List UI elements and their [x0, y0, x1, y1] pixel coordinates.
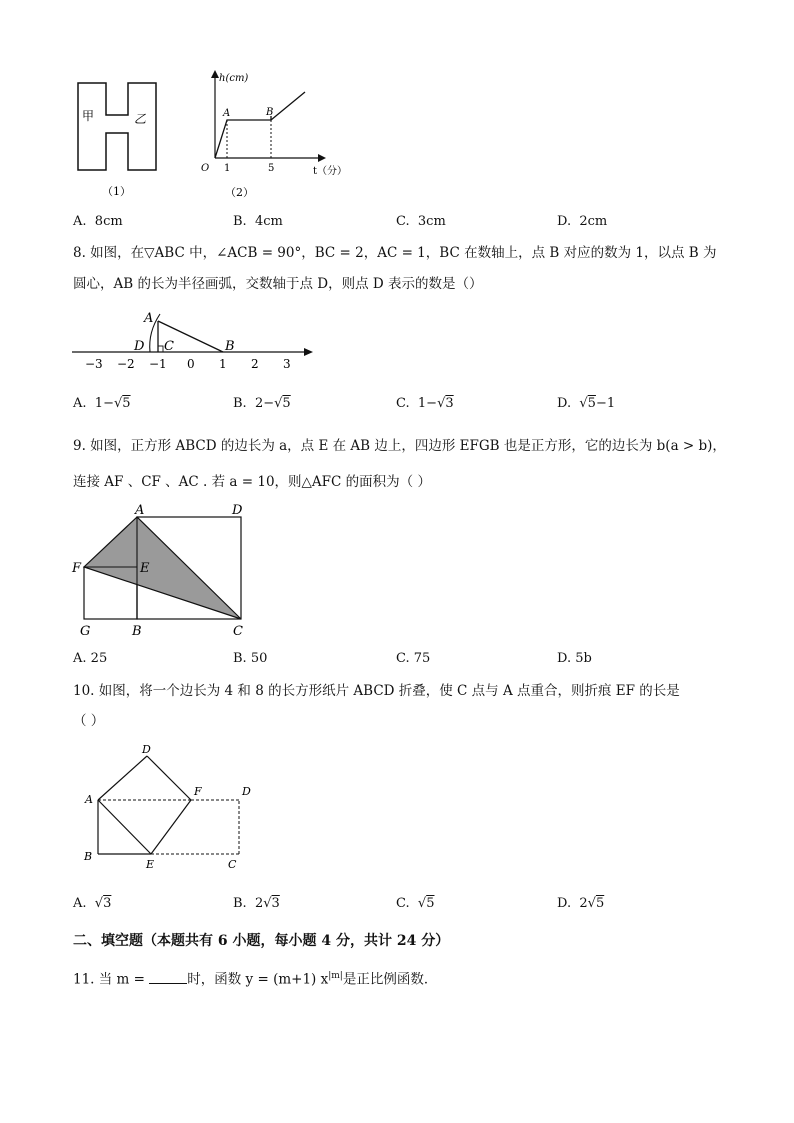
- radical-icon: √: [274, 396, 283, 411]
- q7-tick-1: 1: [224, 163, 231, 174]
- q11-before: 11. 当 m =: [73, 971, 145, 988]
- q8-tick-neg1: −1: [149, 357, 167, 371]
- q9-label-a: A: [135, 503, 145, 518]
- q10-label-f: F: [194, 785, 202, 798]
- q10-label-b: B: [84, 850, 93, 863]
- q10-label-c: C: [228, 858, 237, 871]
- q8-label-b: B: [225, 339, 235, 354]
- q10-stem-line-2: （ ）: [73, 713, 105, 729]
- radical-icon: √: [579, 396, 588, 411]
- q10-label-e: E: [146, 858, 155, 871]
- q8-tick-neg3: −3: [85, 357, 103, 371]
- q11-stem: [73, 967, 437, 989]
- q7-point-b: B: [266, 107, 274, 118]
- q9-label-d: D: [232, 503, 243, 518]
- q8-tick-2: 2: [251, 357, 259, 371]
- q8-option-c[interactable]: C. 1−√3: [396, 396, 454, 411]
- q9-label-e: E: [140, 561, 150, 576]
- radical-icon: √: [437, 396, 446, 411]
- q11-exponent: |m|: [328, 971, 343, 981]
- q11-middle: 时，函数 y = (m+1) x: [187, 971, 329, 988]
- q7-x-axis-label: t（分）: [313, 166, 348, 177]
- q10-fold-figure: [80, 742, 270, 877]
- q10-label-a: A: [85, 793, 93, 806]
- q7-point-a: A: [223, 108, 231, 119]
- q8-tick-3: 3: [283, 357, 291, 371]
- q8-stem-line-1: 8. 如图，在▽ABC 中，∠ACB = 90°，BC = 2，AC = 1，BC 在数轴上，点 B 对应的数为 1，以点 B 为: [73, 245, 717, 261]
- q9-label-g: G: [80, 624, 91, 639]
- q7-label-jia: 甲: [82, 109, 95, 123]
- q10-stem-line-1: 10. 如图，将一个边长为 4 和 8 的长方形纸片 ABCD 折叠，使 C 点与 A 点重合，则折痕 EF 的长是: [73, 683, 680, 699]
- q9-stem-line-2: 连接 AF 、CF 、AC . 若 a = 10，则△AFC 的面积为（ ）: [73, 474, 431, 490]
- radical-icon: √: [587, 896, 596, 911]
- radical-icon: √: [417, 896, 427, 911]
- q11-after: 是正比例函数．: [342, 971, 438, 988]
- q7-y-axis-label: h(cm): [219, 73, 249, 84]
- q9-option-a[interactable]: A. 25: [73, 651, 108, 666]
- q7-option-a[interactable]: A. 8cm: [73, 214, 123, 229]
- q8-tick-neg2: −2: [117, 357, 135, 371]
- q8-tick-1: 1: [219, 357, 227, 371]
- q7-caption-2: （2）: [225, 186, 254, 199]
- q9-square-figure: [70, 500, 260, 642]
- q11-answer-blank[interactable]: [149, 971, 187, 984]
- radical-icon: √: [263, 896, 272, 911]
- q8-label-c: C: [164, 339, 174, 354]
- q10-option-d[interactable]: D. 2√5: [557, 896, 605, 911]
- q7-origin: O: [201, 163, 210, 174]
- radical-icon: √: [94, 896, 104, 911]
- q9-option-d[interactable]: D. 5b: [557, 651, 592, 666]
- q8-label-a: A: [144, 311, 154, 326]
- q8-stem-line-2: 圆心，AB 的长为半径画弧，交数轴于点 D，则点 D 表示的数是（）: [73, 276, 483, 292]
- q8-option-b[interactable]: B. 2−√5: [233, 396, 291, 411]
- section-2-title: 二、填空题（本题共有 6 小题，每小题 4 分，共计 24 分）: [73, 933, 450, 949]
- radical-icon: √: [113, 396, 123, 411]
- q10-option-a[interactable]: A. √3: [73, 896, 112, 911]
- q7-caption-1: （1）: [102, 185, 131, 198]
- q7-figure-2: [195, 68, 365, 203]
- q8-option-d[interactable]: D. √5−1: [557, 396, 616, 411]
- q10-option-c[interactable]: C. √5: [396, 896, 435, 911]
- q10-label-d: D: [242, 785, 251, 798]
- q7-label-yi: 乙: [134, 112, 147, 126]
- q7-tick-5: 5: [268, 163, 275, 174]
- q9-label-f: F: [72, 561, 82, 576]
- q8-option-a[interactable]: A. 1−√5: [73, 396, 131, 411]
- q9-label-c: C: [233, 624, 243, 639]
- q8-label-d: D: [134, 339, 145, 354]
- q8-tick-0: 0: [187, 357, 195, 371]
- q10-option-b[interactable]: B. 2√3: [233, 896, 280, 911]
- q9-label-b: B: [132, 624, 142, 639]
- q7-option-c[interactable]: C. 3cm: [396, 214, 446, 229]
- q10-label-d-folded: D: [142, 743, 151, 756]
- q9-option-c[interactable]: C. 75: [396, 651, 431, 666]
- q7-option-d[interactable]: D. 2cm: [557, 214, 608, 229]
- q9-option-b[interactable]: B. 50: [233, 651, 268, 666]
- q7-option-b[interactable]: B. 4cm: [233, 214, 283, 229]
- q8-number-line-figure: [70, 306, 320, 376]
- q9-stem-line-1: 9. 如图，正方形 ABCD 的边长为 a，点 E 在 AB 边上，四边形 EFGB 也是正方形，它的边长为 b(a > b)，: [73, 438, 726, 454]
- q7-figure-1: [70, 75, 170, 205]
